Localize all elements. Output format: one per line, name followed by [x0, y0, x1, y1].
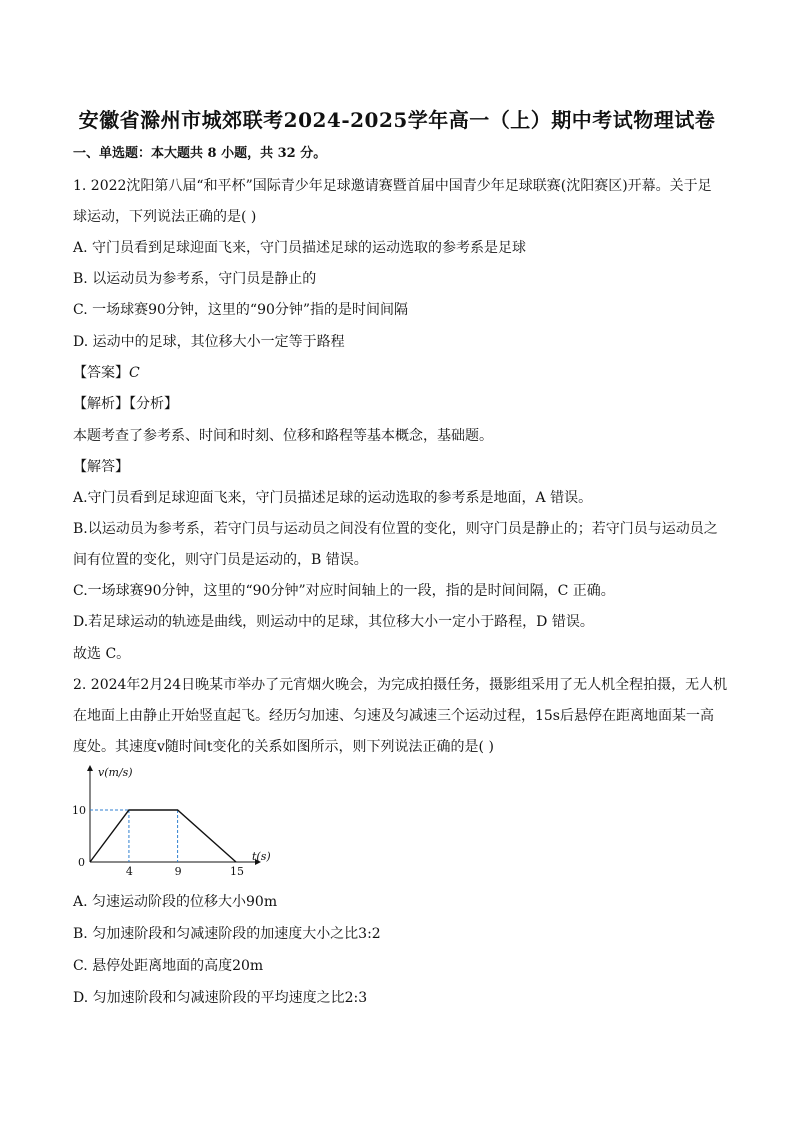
- solution-line-6: 故选 C。: [73, 646, 131, 662]
- velocity-time-graph: [72, 762, 282, 880]
- section-heading: 一、单选题：本大题共 8 小题，共 32 分。: [73, 146, 327, 161]
- velocity-line: [90, 810, 236, 862]
- guide-lines: [90, 810, 178, 862]
- solution-line-2: B.以运动员为参考系，若守门员与运动员之间没有位置的变化，则守门员是静止的；若守门员与运动员之: [73, 521, 718, 537]
- answer-label: 【答案】: [73, 365, 129, 381]
- x-tick-label: 9: [174, 865, 182, 878]
- question-1-stem-line-2: 球运动，下列说法正确的是( ): [73, 209, 257, 225]
- question-2-option-b: B. 匀加速阶段和匀减速阶段的加速度大小之比3:2: [73, 926, 381, 942]
- solution-line-3: 间有位置的变化，则守门员是运动的，B 错误。: [73, 552, 368, 568]
- question-2-option-c: C. 悬停处距离地面的高度20m: [73, 958, 264, 974]
- question-2-option-d: D. 匀加速阶段和匀减速阶段的平均速度之比2:3: [73, 990, 368, 1006]
- y-tick-label: 10: [72, 804, 86, 817]
- question-2-option-a: A. 匀速运动阶段的位移大小90m: [73, 894, 278, 910]
- solution-label: 【解答】: [73, 459, 129, 475]
- question-2-stem-line-3: 度处。其速度v随时间t变化的关系如图所示，则下列说法正确的是( ): [73, 739, 494, 755]
- analysis-text: 本题考查了参考系、时间和时刻、位移和路程等基本概念，基础题。: [73, 428, 493, 444]
- question-2-stem-line-1: 2. 2024年2月24日晚某市举办了元宵烟火晚会，为完成拍摄任务，摄影组采用了无人机全程拍摄，无人机: [73, 677, 728, 693]
- question-1-option-a: A. 守门员看到足球迎面飞来，守门员描述足球的运动选取的参考系是足球: [73, 240, 527, 256]
- analysis-label: 【解析】【分析】: [73, 396, 178, 412]
- question-2-stem-line-2: 在地面上由静止开始竖直起飞。经历匀加速、匀速及匀减速三个运动过程，15s后悬停在距离地面某一高: [73, 708, 714, 724]
- x-tick-label: 15: [230, 865, 244, 878]
- solution-line-5: D.若足球运动的轨迹是曲线，则运动中的足球，其位移大小一定小于路程，D 错误。: [73, 614, 594, 630]
- solution-line-1: A.守门员看到足球迎面飞来，守门员描述足球的运动选取的参考系是地面，A 错误。: [73, 490, 593, 506]
- y-axis-label: v(m/s): [98, 766, 133, 779]
- origin-label: 0: [78, 856, 85, 869]
- question-1-option-c: C. 一场球赛90分钟，这里的“90分钟”指的是时间间隔: [73, 302, 409, 318]
- page-title: 安徽省滁州市城郊联考2024-2025学年高一（上）期中考试物理试卷: [78, 108, 716, 132]
- x-tick-label: 4: [125, 865, 133, 878]
- question-1-option-b: B. 以运动员为参考系，守门员是静止的: [73, 271, 317, 287]
- question-1-option-d: D. 运动中的足球，其位移大小一定等于路程: [73, 334, 345, 350]
- x-axis-label: t(s): [252, 850, 271, 863]
- answer-value: C: [129, 365, 140, 381]
- tick-labels: [72, 804, 244, 878]
- answer-line: [73, 363, 723, 383]
- question-1-stem-line-1: 1. 2022沈阳第八届“和平杯”国际青少年足球邀请赛暨首届中国青少年足球联赛(沈阳赛区)开幕。关于足: [73, 178, 712, 194]
- solution-line-4: C.一场球赛90分钟，这里的“90分钟”对应时间轴上的一段，指的是时间间隔，C 正确。: [73, 583, 615, 599]
